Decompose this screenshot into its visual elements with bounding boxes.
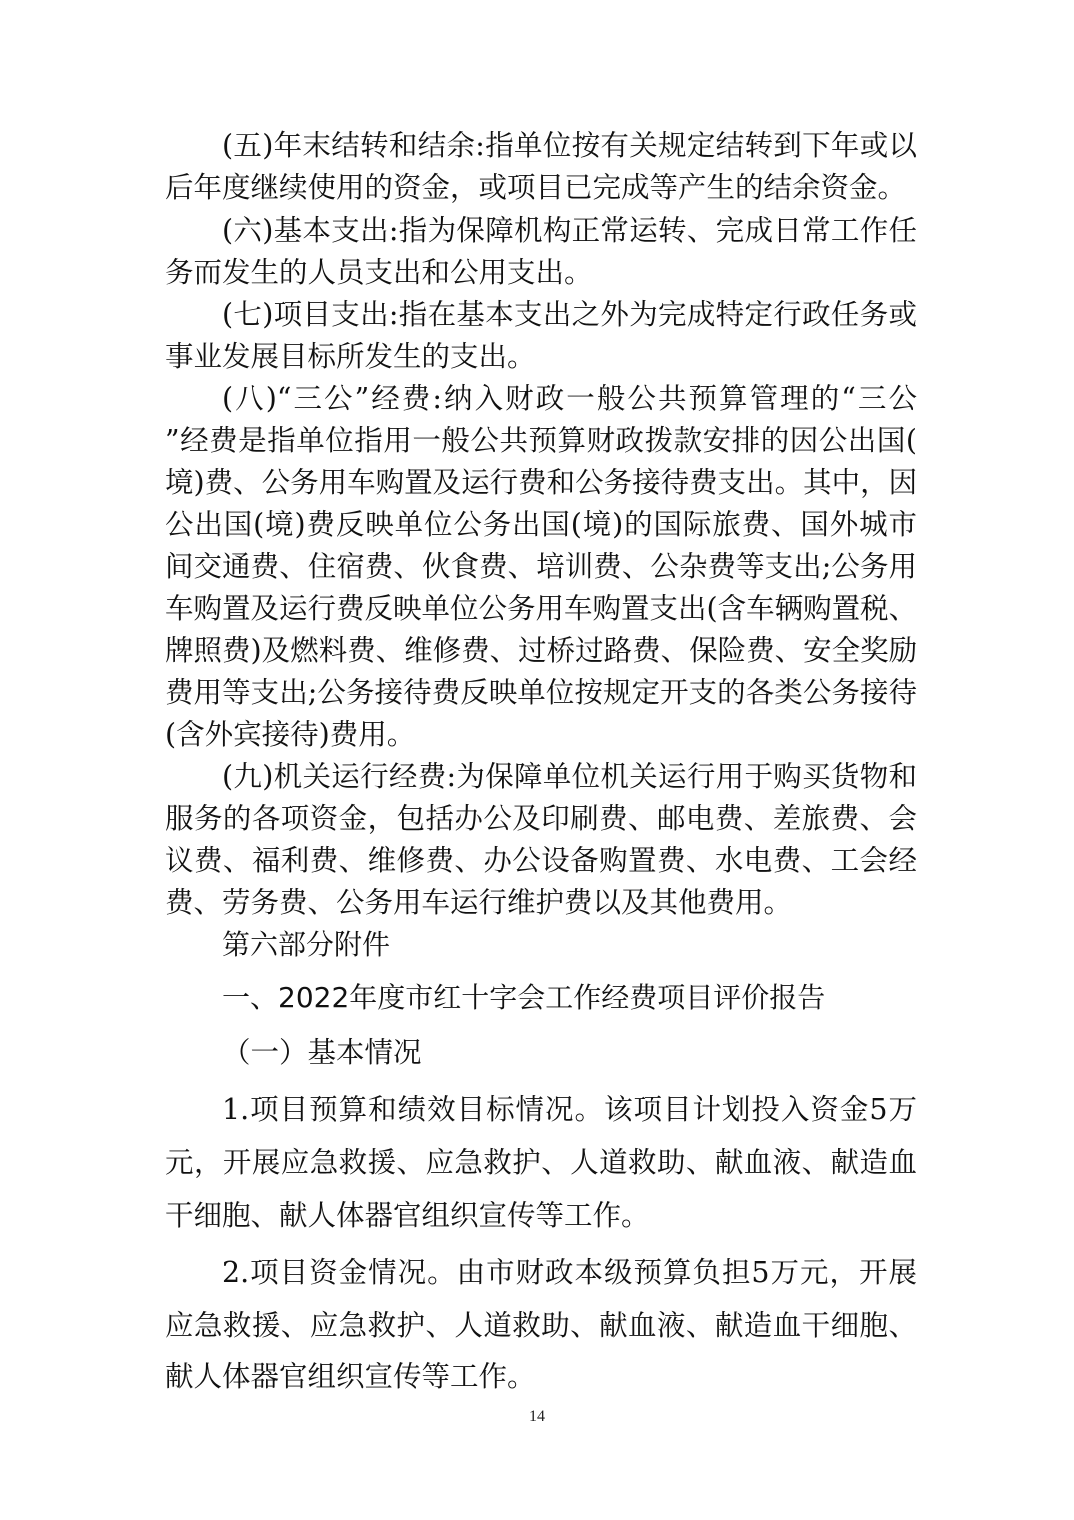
paragraph-line: 牌照费)及燃料费、维修费、过桥过路费、保险费、安全奖励 — [165, 634, 918, 667]
page-number: 14 — [529, 1408, 545, 1425]
paragraph-line: 费用等支出;公务接待费反映单位按规定开支的各类公务接待 — [165, 676, 917, 709]
paragraph-line: 事业发展目标所发生的支出。 — [165, 340, 536, 373]
paragraph-line: 车购置及运行费反映单位公务用车购置支出(含车辆购置税、 — [165, 592, 918, 625]
part-heading: 第六部分附件 — [222, 928, 391, 961]
paragraph-line: (七)项目支出:指在基本支出之外为完成特定行政任务或 — [222, 298, 917, 331]
paragraph-line: 后年度继续使用的资金，或项目已完成等产生的结余资金。 — [165, 171, 907, 204]
paragraph-line: 间交通费、住宿费、伙食费、培训费、公杂费等支出;公务用 — [165, 550, 917, 583]
paragraph-line: (六)基本支出:指为保障机构正常运转、完成日常工作任 — [222, 214, 917, 247]
paragraph-line: (含外宾接待)费用。 — [165, 718, 416, 751]
report-title: 一、2022年度市红十字会工作经费项目评价报告 — [222, 981, 826, 1014]
paragraph-line: 费、劳务费、公务用车运行维护费以及其他费用。 — [165, 886, 793, 919]
paragraph-line: 务而发生的人员支出和公用支出。 — [165, 256, 593, 289]
paragraph-line: 应急救援、应急救护、人道救助、献血液、献造血干细胞、 — [165, 1309, 917, 1342]
paragraph-line: (八)“三公”经费:纳入财政一般公共预算管理的“三公 — [222, 382, 917, 415]
paragraph-line: (五)年末结转和结余:指单位按有关规定结转到下年或以 — [222, 129, 917, 162]
paragraph-line: 议费、福利费、维修费、办公设备购置费、水电费、工会经 — [165, 844, 917, 877]
paragraph-line: 境)费、公务用车购置及运行费和公务接待费支出。其中，因 — [165, 466, 918, 499]
paragraph-line: 献人体器官组织宣传等工作。 — [165, 1360, 536, 1393]
paragraph-line: (九)机关运行经费:为保障单位机关运行用于购买货物和 — [222, 760, 917, 793]
paragraph-line: 元，开展应急救援、应急救护、人道救助、献血液、献造血 — [165, 1146, 917, 1179]
paragraph-line: 干细胞、献人体器官组织宣传等工作。 — [165, 1199, 650, 1232]
paragraph-line: 公出国(境)费反映单位公务出国(境)的国际旅费、国外城市 — [165, 508, 917, 541]
paragraph-line: ”经费是指单位指用一般公共预算财政拨款安排的因公出国( — [165, 424, 917, 457]
paragraph-line: 1.项目预算和绩效目标情况。该项目计划投入资金5万 — [222, 1093, 917, 1126]
section-heading: （一）基本情况 — [222, 1036, 422, 1069]
paragraph-line: 服务的各项资金，包括办公及印刷费、邮电费、差旅费、会 — [165, 802, 917, 835]
paragraph-line: 2.项目资金情况。由市财政本级预算负担5万元，开展 — [222, 1256, 917, 1289]
